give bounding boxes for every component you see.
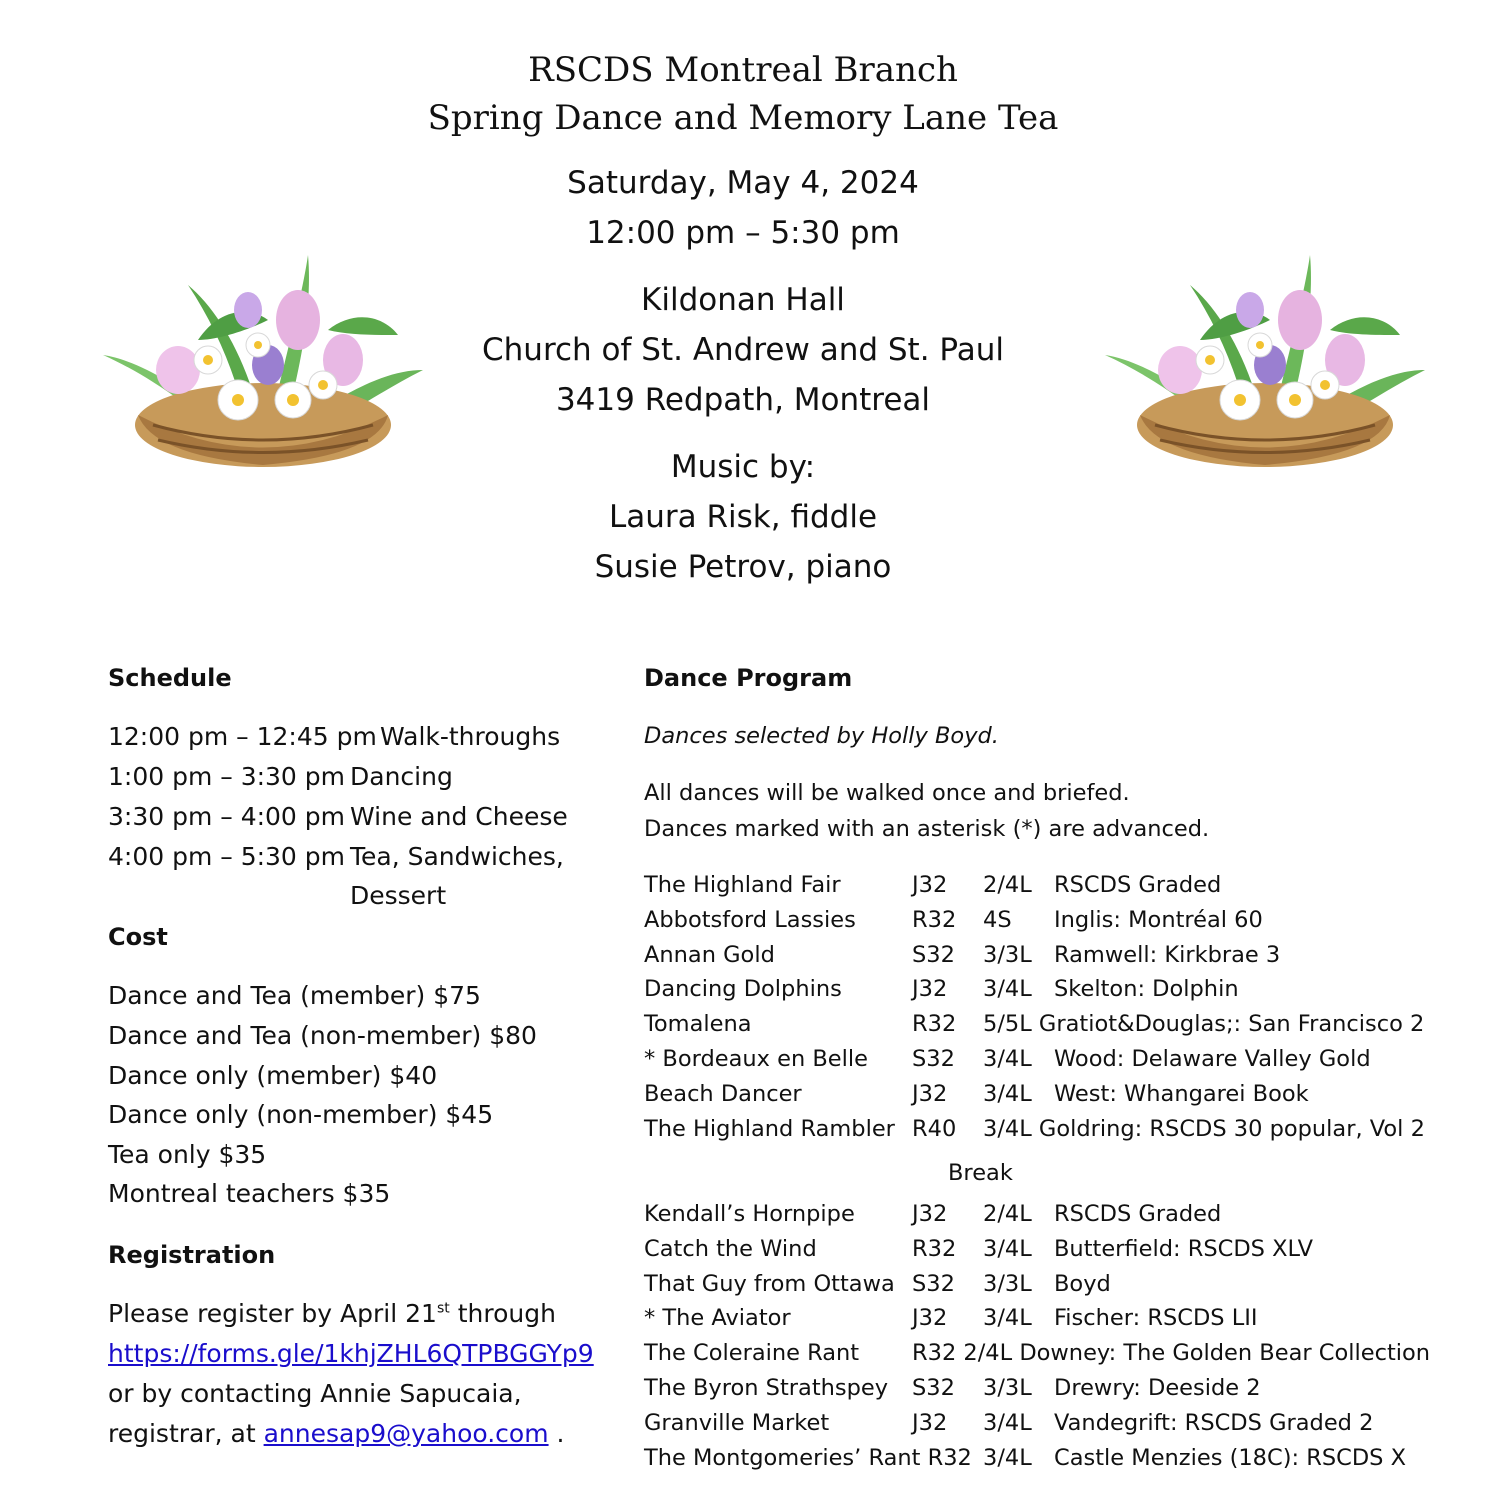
cost-item: Tea only $35 — [108, 1140, 267, 1169]
registration-deadline — [108, 1299, 556, 1328]
dance-type: S32 — [912, 1375, 955, 1401]
schedule-time: 12:00 pm – 12:45 pm — [108, 722, 377, 751]
program-note: All dances will be walked once and briefed. — [644, 780, 1130, 806]
dance-set: 4S — [983, 906, 1012, 933]
dance-type: J32 — [912, 1305, 948, 1332]
dance-source: Vandegrift: RSCDS Graded 2 — [1054, 1409, 1374, 1436]
dance-source: Boyd — [1054, 1270, 1111, 1297]
dance-type: J32 — [912, 872, 948, 898]
cost-item: Dance and Tea (non-member) $80 — [108, 1021, 537, 1050]
dance-source: Skelton: Dolphin — [1054, 976, 1239, 1003]
dance-type: J32 — [912, 976, 948, 1003]
flower-basket-right-image — [1100, 250, 1430, 480]
program-heading: Dance Program — [644, 664, 853, 692]
title-line-2: Spring Dance and Memory Lane Tea — [427, 98, 1059, 138]
dance-name: Granville Market — [644, 1409, 830, 1436]
schedule-activity: Tea, Sandwiches, — [350, 842, 564, 871]
dance-name: Abbotsford Lassies — [644, 906, 856, 933]
schedule-heading: Schedule — [108, 664, 232, 692]
cost-item: Dance only (member) $40 — [108, 1061, 438, 1090]
dance-type: R32 — [912, 1235, 957, 1262]
cost-item: Montreal teachers $35 — [108, 1179, 391, 1208]
dance-type: J32 — [912, 1409, 948, 1436]
dance-name: That Guy from Ottawa — [644, 1270, 895, 1297]
title-line-1: RSCDS Montreal Branch — [528, 50, 958, 90]
dance-set: 2/4L — [983, 1201, 1032, 1227]
dance-name: Dancing Dolphins — [644, 976, 842, 1003]
dance-name: Kendall’s Hornpipe — [644, 1201, 855, 1227]
dance-type: S32 — [912, 941, 955, 968]
registration-link-line — [108, 1339, 594, 1368]
venue-line-3: 3419 Redpath, Montreal — [555, 382, 931, 418]
dance-set: 3/4L — [983, 1235, 1032, 1262]
dance-set: 3/4L — [983, 1444, 1032, 1471]
dance-source: Butterfield: RSCDS XLV — [1054, 1235, 1313, 1262]
dance-set: 3/3L — [983, 1270, 1032, 1297]
registration-email-line — [108, 1419, 564, 1448]
registration-text: through — [449, 1299, 556, 1328]
dance-source: Castle Menzies (18C): RSCDS X — [1054, 1444, 1407, 1471]
dance-type: J32 — [912, 1080, 948, 1107]
schedule-activity: Wine and Cheese — [350, 802, 568, 831]
schedule-time: 1:00 pm – 3:30 pm — [108, 762, 346, 791]
dance-name: The Highland Fair — [644, 872, 841, 898]
dance-source: Wood: Delaware Valley Gold — [1054, 1046, 1371, 1072]
schedule-activity: Dancing — [350, 762, 453, 791]
venue-line-2: Church of St. Andrew and St. Paul — [482, 332, 1004, 368]
cost-item: Dance only (non-member) $45 — [108, 1100, 494, 1129]
dance-type: R32 — [912, 1011, 957, 1038]
dance-source: Inglis: Montréal 60 — [1054, 906, 1263, 933]
dance-name: Catch the Wind — [644, 1235, 817, 1262]
dance-type: S32 — [912, 1270, 955, 1297]
schedule-time: 4:00 pm – 5:30 pm — [108, 842, 346, 871]
date-time — [0, 158, 1486, 258]
musician-1: Laura Risk, fiddle — [608, 499, 878, 535]
dance-set: 3/4L — [983, 1046, 1032, 1072]
ordinal-suffix: st — [436, 1300, 450, 1317]
dance-source: Drewry: Deeside 2 — [1054, 1375, 1261, 1401]
program-selected-by: Dances selected by Holly Boyd. — [644, 723, 999, 749]
registration-text: . — [548, 1419, 565, 1448]
schedule-activity-continued: Dessert — [350, 881, 447, 910]
registrar-email-link[interactable]: annesap9@yahoo.com — [263, 1419, 549, 1448]
dance-type: R32 — [912, 906, 957, 933]
dance-set: 5/5L Gratiot&Douglas;: San Francisco 2 — [983, 1011, 1425, 1038]
dance-source: Ramwell: Kirkbrae 3 — [1054, 941, 1281, 968]
dance-name: The Highland Rambler — [644, 1115, 895, 1142]
dance-source: RSCDS Graded — [1054, 872, 1222, 898]
event-date: Saturday, May 4, 2024 — [567, 165, 919, 201]
break-label: Break — [948, 1160, 1013, 1186]
dance-set: 3/4L — [983, 1080, 1032, 1107]
dance-set: 3/4L — [983, 1409, 1032, 1436]
dance-name: The Coleraine Rant — [644, 1340, 860, 1367]
program-note: Dances marked with an asterisk (*) are advanced. — [644, 816, 1210, 842]
dance-name: Tomalena — [644, 1011, 752, 1038]
dance-source: RSCDS Graded — [1054, 1201, 1222, 1227]
event-title — [0, 46, 1486, 142]
dance-set: 2/4L — [983, 872, 1032, 898]
dance-source: West: Whangarei Book — [1054, 1080, 1309, 1107]
dance-name: Annan Gold — [644, 941, 775, 968]
cost-heading: Cost — [108, 923, 168, 951]
schedule-time: 3:30 pm – 4:00 pm — [108, 802, 346, 831]
dance-type: R40 — [912, 1115, 957, 1142]
dance-set: 3/3L — [983, 941, 1032, 968]
dance-name: Beach Dancer — [644, 1080, 802, 1107]
flower-basket-left-image — [98, 250, 428, 480]
registration-form-link[interactable]: https://forms.gle/1khjZHL6QTPBGGYp9 — [108, 1339, 594, 1368]
dance-type: S32 — [912, 1046, 955, 1072]
dance-name: The Byron Strathspey — [644, 1375, 889, 1401]
event-time: 12:00 pm – 5:30 pm — [586, 215, 900, 251]
dance-type: J32 — [912, 1201, 948, 1227]
dance-type: R32 2/4L Downey: The Golden Bear Collection — [912, 1340, 1431, 1367]
cost-item: Dance and Tea (member) $75 — [108, 981, 481, 1010]
dance-name: * Bordeaux en Belle — [644, 1046, 868, 1072]
dance-set: 3/3L — [983, 1375, 1032, 1401]
registration-contact: or by contacting Annie Sapucaia, — [108, 1379, 522, 1408]
dance-name: The Montgomeries’ Rant R32 — [644, 1444, 972, 1471]
registration-text: Please register by April 21 — [108, 1299, 437, 1328]
schedule-activity: Walk-throughs — [380, 722, 561, 751]
dance-source: Fischer: RSCDS LII — [1054, 1305, 1258, 1332]
venue-line-1: Kildonan Hall — [641, 282, 845, 318]
dance-name: * The Aviator — [644, 1305, 791, 1332]
dance-set: 3/4L — [983, 976, 1032, 1003]
music-heading: Music by: — [670, 449, 816, 485]
dance-set: 3/4L Goldring: RSCDS 30 popular, Vol 2 — [983, 1115, 1425, 1142]
musician-2: Susie Petrov, piano — [594, 549, 892, 585]
registration-heading: Registration — [108, 1241, 276, 1269]
registration-text: registrar, at — [108, 1419, 264, 1448]
dance-set: 3/4L — [983, 1305, 1032, 1332]
